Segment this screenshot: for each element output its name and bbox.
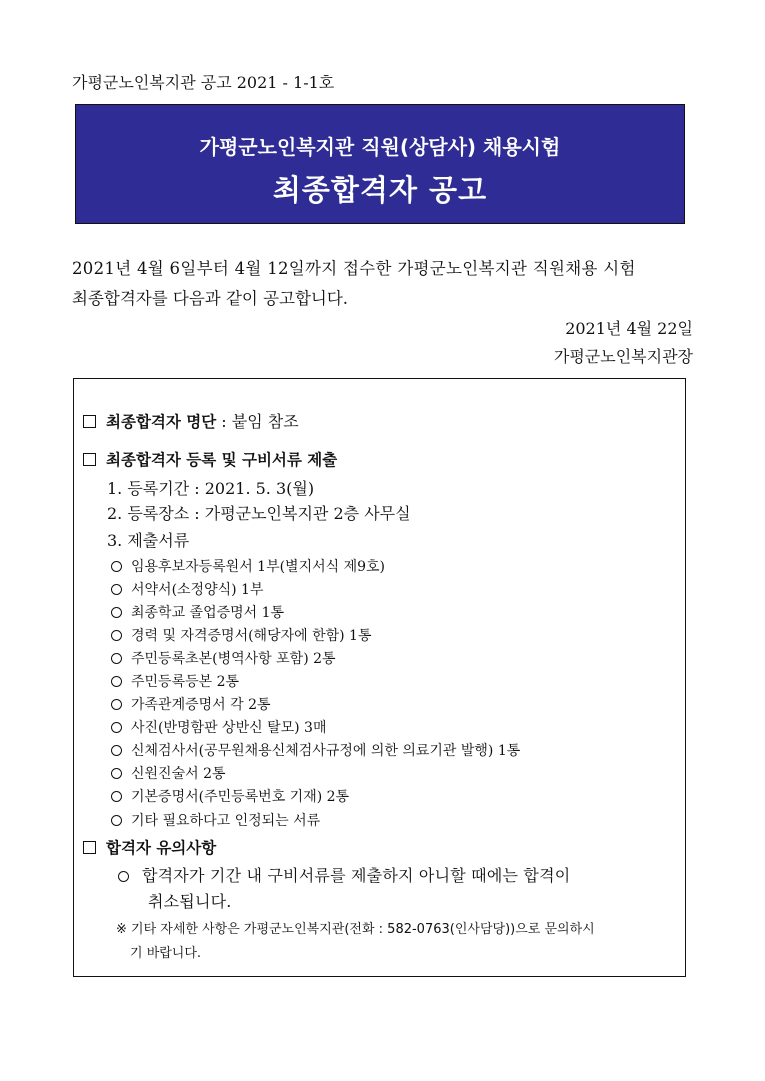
circle-bullet-icon — [111, 607, 122, 618]
title-line-2: 최종합격자 공고 — [272, 173, 488, 207]
documents-heading: 3. 제출서류 — [107, 531, 190, 550]
note-item: 합격자가 기간 내 구비서류를 제출하지 아니할 때에는 합격이 — [118, 863, 570, 886]
circle-bullet-icon — [111, 676, 122, 687]
document-item: 임용후보자등록원서 1부(별지서식 제9호) — [111, 556, 385, 576]
section-notes-title: 합격자 유의사항 — [106, 839, 217, 857]
circle-bullet-icon — [111, 768, 122, 779]
circle-bullet-icon — [111, 722, 122, 733]
intro-line-2: 최종합격자를 다음과 같이 공고합니다. — [72, 289, 349, 308]
circle-bullet-icon — [111, 584, 122, 595]
circle-bullet-icon — [111, 653, 122, 664]
title-line-1: 가평군노인복지관 직원(상담사) 채용시험 — [199, 135, 561, 159]
details-box — [73, 378, 686, 977]
intro-paragraph — [72, 254, 692, 314]
registration-period: 1. 등록기간 : 2021. 5. 3(월) — [107, 479, 315, 498]
intro-line-1: 2021년 4월 6일부터 4월 12일까지 접수한 가평군노인복지관 직원채용 시험 — [72, 259, 636, 278]
document-item: 경력 및 자격증명서(해당자에 한함) 1통 — [111, 625, 372, 645]
circle-bullet-icon — [111, 561, 122, 572]
document-item: 주민등록초본(병역사항 포함) 2통 — [111, 648, 336, 668]
signer: 가평군노인복지관장 — [553, 347, 693, 366]
section-list-value: : 붙임 참조 — [216, 412, 299, 431]
document-item: 신체검사서(공무원채용신체검사규정에 의한 의료기관 발행) 1통 — [111, 740, 520, 760]
circle-bullet-icon — [111, 699, 122, 710]
document-item: 사진(반명함판 상반신 탈모) 3매 — [111, 717, 326, 737]
announcement-date: 2021년 4월 22일 — [565, 319, 693, 338]
circle-bullet-icon — [111, 745, 122, 756]
registration-place: 2. 등록장소 : 가평군노인복지관 2층 사무실 — [107, 504, 411, 523]
circle-bullet-icon — [111, 791, 122, 802]
checkbox-square-icon — [83, 841, 96, 854]
section-list — [83, 409, 299, 432]
document-item: 기타 필요하다고 인정되는 서류 — [111, 810, 320, 830]
document-item: 서약서(소정양식) 1부 — [111, 579, 263, 599]
notice-number: 가평군노인복지관 공고 2021 - 1-1호 — [72, 73, 335, 92]
document-item: 가족관계증명서 각 2통 — [111, 694, 271, 714]
section-notes — [83, 836, 216, 858]
reference-note-continued: 기 바랍니다. — [130, 946, 202, 961]
checkbox-square-icon — [83, 453, 96, 466]
document-item: 신원진술서 2통 — [111, 763, 226, 783]
title-banner — [75, 104, 685, 224]
document-item: 주민등록등본 2통 — [111, 671, 239, 691]
section-registration — [83, 448, 337, 470]
note-item-continued: 취소됩니다. — [148, 892, 232, 911]
document-item: 최종학교 졸업증명서 1통 — [111, 602, 284, 622]
circle-bullet-icon — [111, 630, 122, 641]
section-registration-title: 최종합격자 등록 및 구비서류 제출 — [106, 451, 338, 469]
circle-bullet-icon — [118, 871, 129, 882]
checkbox-square-icon — [83, 415, 96, 428]
reference-note: ※ 기타 자세한 사항은 가평군노인복지관(전화 : 582-0763(인사담당))으로 문의하시 — [116, 922, 595, 937]
section-list-title: 최종합격자 명단 — [106, 413, 217, 431]
circle-bullet-icon — [111, 815, 122, 826]
document-item: 기본증명서(주민등록번호 기재) 2통 — [111, 786, 349, 806]
